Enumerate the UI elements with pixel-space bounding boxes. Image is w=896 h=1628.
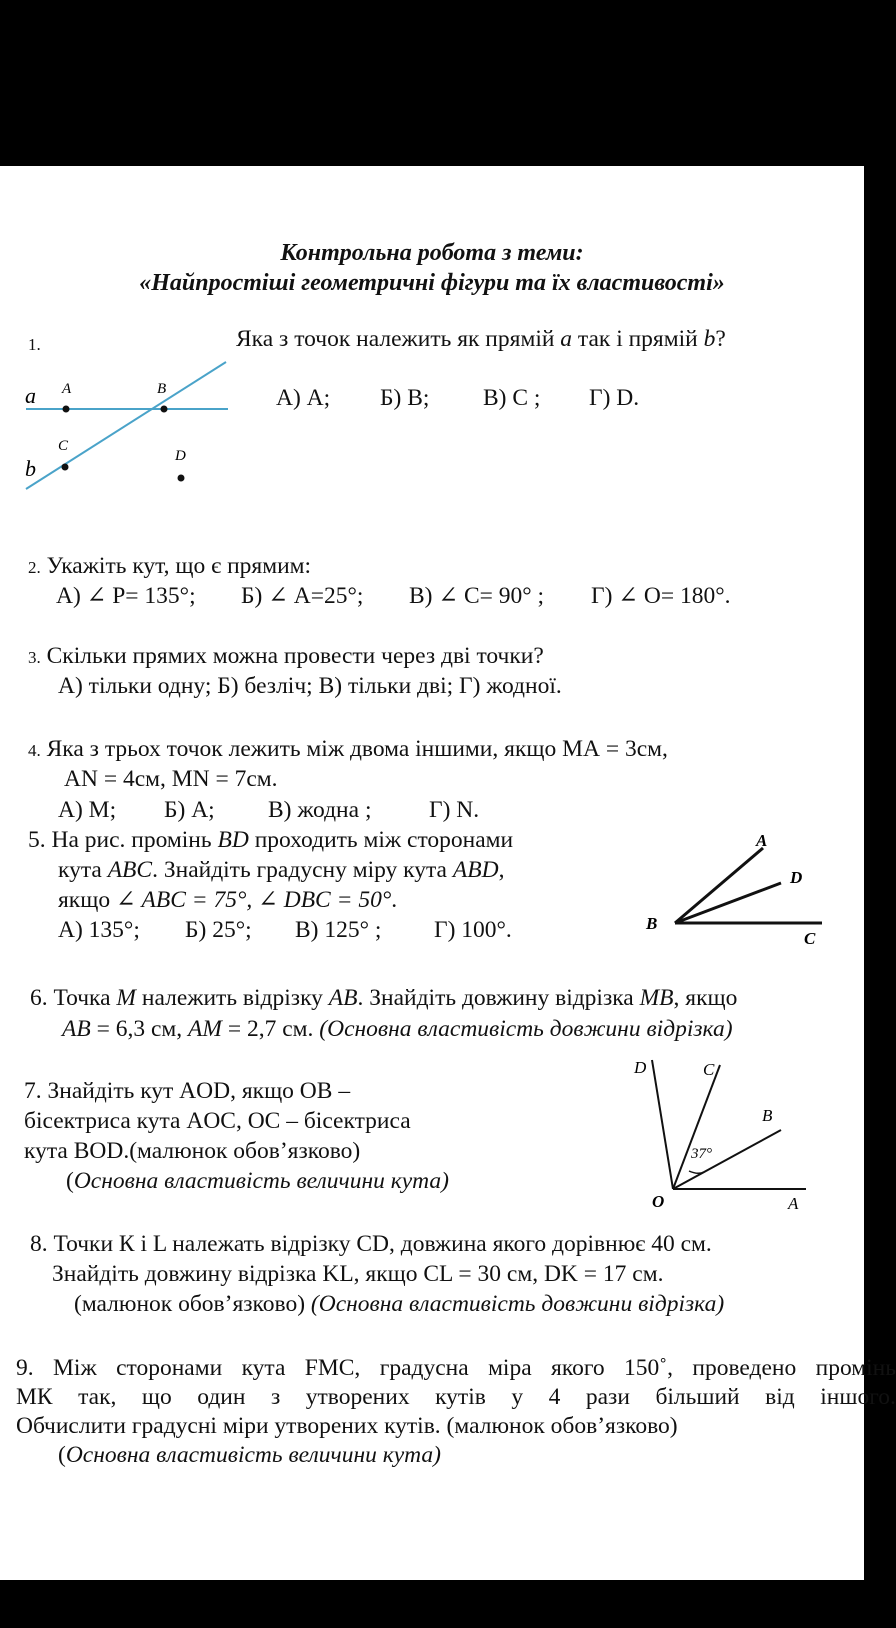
label-d: D: [790, 868, 803, 887]
q9-line-3: Обчислити градусні міри утворених кутів. (малюнок обов’язково): [16, 1413, 678, 1439]
q1-answer-a: А) А;: [276, 385, 331, 411]
q2-answer-c: В) ∠ C= 90° ;: [409, 583, 545, 609]
q5-answer-a: А) 135°;: [58, 917, 140, 943]
q2-answer-d: Г) ∠ O= 180°.: [591, 583, 731, 609]
q2-answer-a: А) ∠ P= 135°;: [56, 583, 196, 609]
q5-line-2: кута ABC. Знайдіть градусну міру кута ABD,: [58, 857, 505, 883]
q9-line-2: МК так, що один з утворених кутів у 4 рази більший від іншого.: [16, 1384, 896, 1410]
q2-question: 2. Укажіть кут, що є прямим:: [28, 553, 312, 579]
q4-question-line-1: 4. Яка з трьох точок лежить між двома іншими, якщо МА = 3см,: [28, 736, 668, 762]
label-b: B: [646, 914, 658, 933]
q9-block: [16, 1354, 896, 1470]
q3-answers: А) тільки одну; Б) безліч; В) тільки дві; Г) жодної.: [58, 673, 562, 699]
label-line-b: b: [25, 456, 36, 481]
q4-answer-b: Б) А;: [164, 797, 215, 823]
q1-answer-d: Г) D.: [589, 385, 640, 411]
q4-answer-d: Г) N.: [429, 797, 480, 823]
q7-line-3: кута BOD.(малюнок обов’язково): [24, 1138, 361, 1164]
label-point-c: C: [58, 438, 69, 454]
label-point-b: B: [157, 381, 167, 397]
label-c: C: [804, 929, 816, 948]
q4-answer-a: А) М;: [58, 797, 117, 823]
q8-line-1: 8. Точки К і L належать відрізку CD, довжина якого дорівнює 40 см.: [30, 1231, 712, 1257]
q4-question-line-2: AN = 4см, MN = 7см.: [64, 766, 278, 792]
q5-answer-c: В) 125° ;: [295, 917, 382, 943]
label-a: A: [788, 1194, 799, 1213]
q7-line-4: (Основна властивість величини кута): [66, 1168, 450, 1194]
q7-line-2: бісектриса кута AOC, OC – бісектриса: [24, 1108, 411, 1134]
label-c: C: [703, 1060, 715, 1079]
q8-line-2: Знайдіть довжину відрізка KL, якщо CL = 30 см, DK = 17 см.: [52, 1261, 664, 1287]
q4-answer-c: В) жодна ;: [268, 797, 372, 823]
q3-question: 3. Скільки прямих можна провести через дві точки?: [28, 643, 544, 669]
label-b: B: [762, 1106, 773, 1125]
q7-figure: [0, 166, 864, 1216]
ray-od: [652, 1060, 673, 1189]
label-d: D: [634, 1058, 647, 1077]
label-o: O: [652, 1192, 665, 1211]
label-point-a: A: [62, 381, 72, 397]
q5-answer-b: Б) 25°;: [185, 917, 252, 943]
q6-line-2: AB = 6,3 см, AM = 2,7 см. (Основна властивість довжини відрізка): [62, 1016, 733, 1042]
q1-answer-c: В) С ;: [483, 385, 541, 411]
label-a: A: [756, 831, 768, 850]
title-line-2: «Найпростіші геометричні фігури та їх властивості»: [139, 270, 725, 296]
label-point-d: D: [175, 448, 186, 464]
q1-number: 1.: [28, 335, 41, 354]
q5-line-3: якщо ∠ ABC = 75°, ∠ DBC = 50°.: [58, 887, 398, 913]
q5-line-1: 5. На рис. промінь BD проходить між сторонами: [28, 827, 514, 853]
q1-question: Яка з точок належить як прямій a так і прямій b?: [236, 326, 726, 352]
q9-line-1: 9. Між сторонами кута FMC, градусна міра якого 150˚, проведено промінь: [16, 1355, 896, 1381]
q6-line-1: 6. Точка M належить відрізку AB. Знайдіть довжину відрізка MB, якщо: [30, 985, 738, 1011]
angle-label: 37°: [691, 1146, 712, 1162]
worksheet-page: [0, 166, 896, 1580]
q1-answer-b: Б) В;: [380, 385, 430, 411]
q8-line-3: (малюнок обов’язково) (Основна властивість довжини відрізка): [74, 1291, 725, 1317]
q9-line-4: (Основна властивість величини кута): [58, 1442, 442, 1468]
angle-arc: [689, 1171, 704, 1173]
q2-answer-b: Б) ∠ A=25°;: [241, 583, 364, 609]
title-line-1: Контрольна робота з теми:: [280, 240, 584, 266]
label-line-a: a: [25, 383, 36, 408]
ray-ob: [673, 1130, 781, 1189]
ray-oc: [673, 1065, 720, 1189]
q7-line-1: 7. Знайдіть кут AOD, якщо OB –: [24, 1078, 351, 1104]
q5-answer-d: Г) 100°.: [434, 917, 512, 943]
